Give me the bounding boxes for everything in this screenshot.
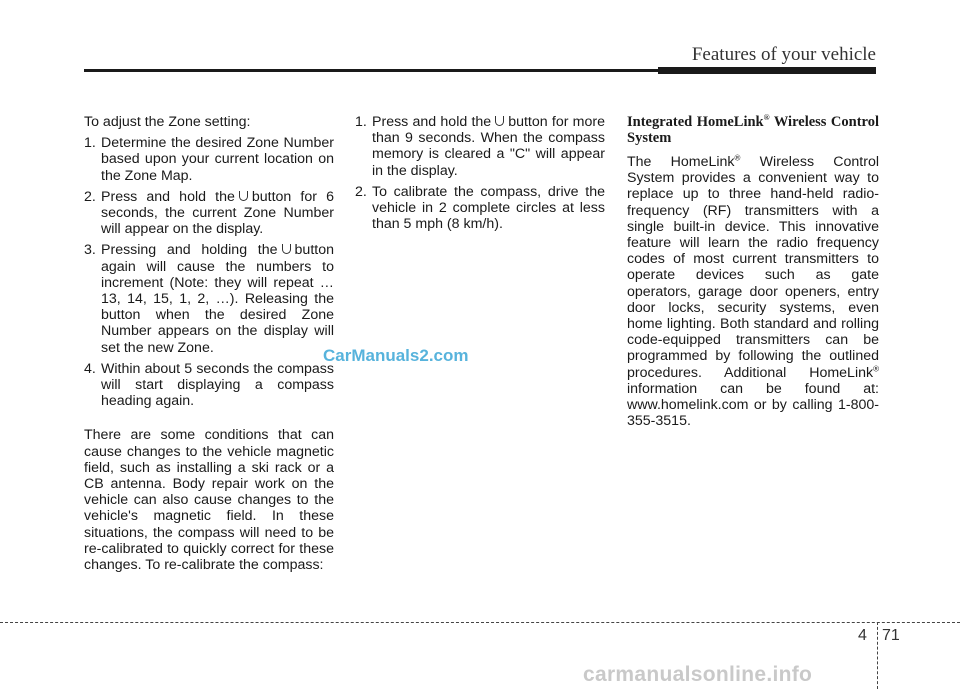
- paragraph-text: Wireless Control System provides a convenient way to replace up to three hand-held radio-frequency (RF) transmitters with a single built-in device. This innovative feature will learn the radio frequency codes of most current transmitters to operate devices such as gate operators, garage door openers, entry door locks, security systems, even home lighting. Both standard and rolling code-equipped transmitters can be programmed by following the outlined procedures. Additional HomeLink: [627, 154, 879, 381]
- compass-button-icon: [282, 244, 291, 254]
- step-number: 2.: [355, 183, 367, 200]
- page-number: 71: [882, 627, 900, 644]
- step-number: 1.: [355, 114, 367, 130]
- step-number: 2.: [84, 188, 96, 205]
- step-text-post: button for more than 9 seconds. When the compass memory is cleared a "C" will appear in the display.: [372, 114, 605, 179]
- watermark: CarManuals2.com: [323, 346, 469, 365]
- step-text-pre: Press and hold the: [372, 114, 492, 130]
- step-text-post: button again will cause the numbers to increment (Note: they will repeat …13, 14, 15, 1, 2, …). Releasing the button when the desired Zone Number appears on the display will set the new Zone.: [101, 242, 334, 356]
- footer-divider: [877, 622, 878, 689]
- step-text-pre: Pressing and holding the: [101, 242, 278, 259]
- footer-rule: [0, 622, 960, 623]
- step-number: 4.: [84, 360, 96, 377]
- list-item: [355, 114, 605, 179]
- body-paragraph: There are some conditions that can cause changes to the vehicle magnetic field, such as installing a ski rack or a CB antenna. Body repair work on the vehicle can also cause changes to the vehicle's magnetic field. In these situations, the compass will need to be re-calibrated to quickly correct for these changes. To re-calibrate the compass:: [84, 427, 334, 574]
- compass-button-icon: [495, 116, 504, 126]
- section-heading: [627, 114, 879, 146]
- list-item: [84, 135, 334, 184]
- header-title: Features of your vehicle: [691, 44, 876, 65]
- step-text: To calibrate the compass, drive the vehicle in 2 complete circles at less than 5 mph (8 km/h).: [372, 183, 605, 233]
- intro-text: To adjust the Zone setting:: [84, 114, 251, 130]
- paragraph-text: information can be found at: www.homelink.com or by calling 1-800-355-3515.: [627, 380, 879, 430]
- heading-text: Integrated HomeLink: [627, 114, 764, 130]
- step-number: 1.: [84, 135, 96, 152]
- paragraph-text: The HomeLink: [627, 154, 735, 170]
- list-item: [84, 242, 334, 355]
- list-item: [84, 189, 334, 238]
- chapter-number: 4: [858, 627, 867, 644]
- step-text-pre: Press and hold the: [101, 188, 235, 205]
- step-text: Within about 5 seconds the compass will start displaying a compass heading again.: [101, 360, 334, 410]
- body-paragraph: [627, 154, 879, 429]
- registered-mark: ®: [873, 363, 879, 373]
- compass-button-icon: [239, 191, 248, 201]
- list-item: [355, 184, 605, 233]
- column-2: [355, 114, 605, 237]
- heading-text: Wireless Control System: [627, 114, 880, 146]
- column-1: [84, 114, 334, 578]
- column-3: [627, 114, 879, 434]
- list-item: [84, 361, 334, 410]
- registered-mark: ®: [734, 153, 741, 163]
- step-text: Determine the desired Zone Number based upon your current location on the Zone Map.: [101, 135, 334, 184]
- step-text-post: button for 6 seconds, the current Zone Number will appear on the display.: [101, 188, 334, 238]
- footer-watermark: carmanualsonline.info: [583, 663, 813, 686]
- step-number: 3.: [84, 242, 96, 259]
- registered-mark: ®: [763, 113, 770, 123]
- header-rule-accent: [658, 67, 876, 74]
